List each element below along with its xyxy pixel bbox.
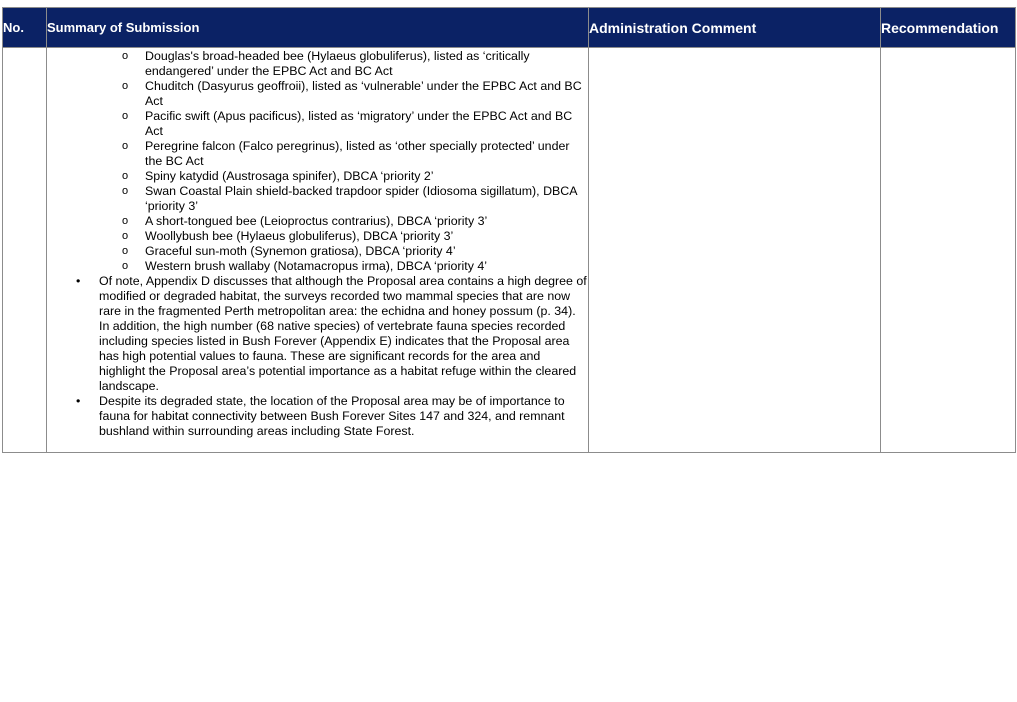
sub-bullet-icon: o <box>122 80 129 92</box>
species-text: A short-tongued bee (Leioproctus contrarius), DBCA ‘priority 3’ <box>145 214 488 228</box>
list-item <box>76 274 588 394</box>
species-text: Woollybush bee (Hylaeus globuliferus), DBCA ‘priority 3’ <box>145 229 454 243</box>
list-item <box>122 259 588 274</box>
list-item <box>122 184 588 214</box>
cell-recommendation <box>881 48 1016 453</box>
list-item <box>122 244 588 259</box>
sub-bullet-icon: o <box>122 170 129 182</box>
submissions-table <box>2 7 1016 453</box>
header-summary: Summary of Submission <box>47 8 589 48</box>
sub-bullet-icon: o <box>122 245 129 257</box>
list-item <box>122 169 588 184</box>
sub-bullet-icon: o <box>122 260 129 272</box>
species-text: Graceful sun-moth (Synemon gratiosa), DBCA ‘priority 4’ <box>145 244 456 258</box>
sub-bullet-icon: o <box>122 140 129 152</box>
list-item <box>122 229 588 244</box>
table-row <box>3 48 1016 453</box>
species-list <box>47 49 588 274</box>
sub-bullet-icon: o <box>122 50 129 62</box>
header-recommendation: Recommendation <box>881 8 1016 48</box>
species-text: Spiny katydid (Austrosaga spinifer), DBCA ‘priority 2’ <box>145 169 434 183</box>
header-no: No. <box>3 8 47 48</box>
bullet-icon: • <box>76 274 81 288</box>
cell-admin-comment <box>589 48 881 453</box>
cell-no <box>3 48 47 453</box>
species-text: Peregrine falcon (Falco peregrinus), listed as ‘other specially protected’ under the BC Act <box>145 139 570 168</box>
list-item <box>122 139 588 169</box>
header-row <box>3 8 1016 48</box>
point-text: Despite its degraded state, the location of the Proposal area may be of importance to fauna for habitat connectivity between Bush Forever Sites 147 and 324, and remnant bushland within surrounding areas including State Forest. <box>99 394 565 438</box>
list-item <box>122 214 588 229</box>
species-text: Chuditch (Dasyurus geoffroii), listed as ‘vulnerable’ under the EPBC Act and BC Act <box>145 79 582 108</box>
points-list <box>47 274 588 439</box>
list-item <box>122 49 588 79</box>
species-text: Swan Coastal Plain shield-backed trapdoor spider (Idiosoma sigillatum), DBCA ‘priority 3’ <box>145 184 577 213</box>
species-text: Douglas's broad-headed bee (Hylaeus globuliferus), listed as ‘critically endangered’ under the EPBC Act and BC Act <box>145 49 530 78</box>
sub-bullet-icon: o <box>122 215 129 227</box>
bullet-icon: • <box>76 394 81 408</box>
list-item <box>76 394 588 439</box>
sub-bullet-icon: o <box>122 110 129 122</box>
sub-bullet-icon: o <box>122 230 129 242</box>
species-text: Pacific swift (Apus pacificus), listed as ‘migratory’ under the EPBC Act and BC Act <box>145 109 573 138</box>
sub-bullet-icon: o <box>122 185 129 197</box>
header-admin-comment: Administration Comment <box>589 8 881 48</box>
species-text: Western brush wallaby (Notamacropus irma), DBCA ‘priority 4’ <box>145 259 488 273</box>
list-item <box>122 109 588 139</box>
point-text: Of note, Appendix D discusses that although the Proposal area contains a high degree of modified or degraded habitat, the surveys recorded two mammal species that are now rare in the fragmented Perth metropolitan area: the echidna and honey possum (p. 34). In addition, the high number (68 native species) of vertebrate fauna species recorded including species listed in Bush Forever (Appendix E) indicates that the Proposal area has high potential values to fauna. These are significant records for the area and highlight the Proposal area’s potential importance as a habitat refuge within the cleared landscape. <box>99 274 587 393</box>
cell-summary <box>47 48 589 453</box>
list-item <box>122 79 588 109</box>
